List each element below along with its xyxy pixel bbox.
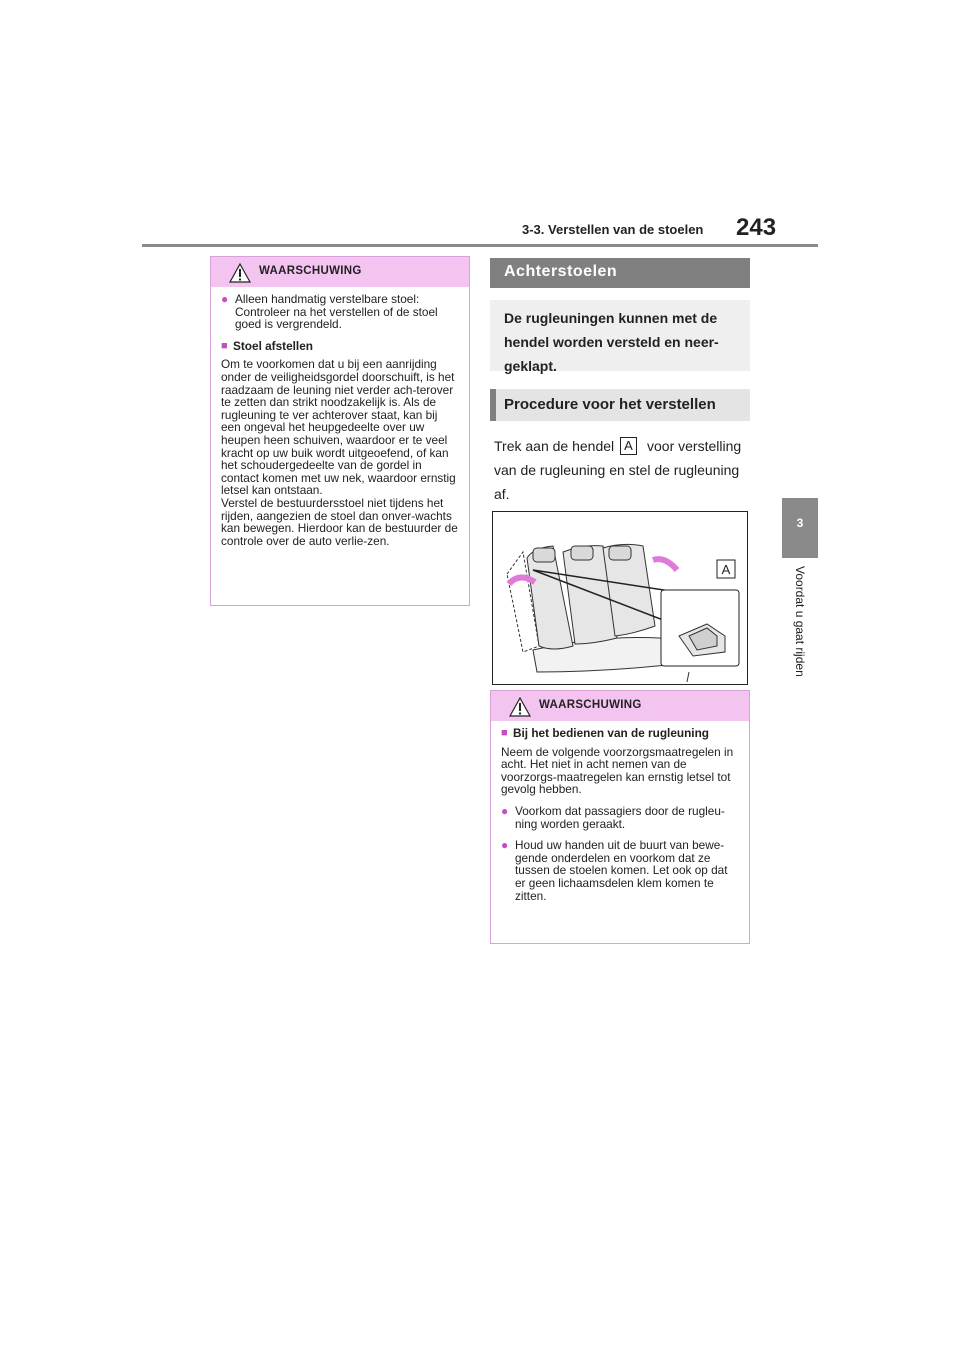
section-title-bar: Achterstoelen — [490, 258, 750, 288]
section-intro: De rugleuningen kunnen met de hendel worden versteld en neer-geklapt. — [490, 300, 750, 371]
callout-tag: A — [620, 437, 637, 455]
chapter-number: 3 — [796, 516, 804, 530]
procedure-text-start: Trek aan de hendel — [494, 438, 615, 454]
procedure-title: Procedure voor het verstellen — [490, 389, 750, 421]
rear-seat-illustration — [492, 511, 748, 685]
warning-paragraph: Om te voorkomen dat u bij een aanrijding onder de veiligheidsgordel doorschuift, is het raadzaam de leuning niet verder ach-terover te zetten dan strikt noodzakelijk is. Als de rugleuning te ver achterover staat, kan bij een ongeval het heupgedeelte over uw heupen heen schuiven, waardoor er te veel kracht op uw buik wordt uitgeoefend, of kan het schoudergedeelte van de gordel in contact komen met uw nek, waardoor ernstig letsel kan ontstaan. — [221, 357, 456, 498]
warning-paragraph-2: Neem de volgende voorzorgsmaatregelen in acht. Het niet in acht nemen van de voorzorgs-maatregelen kan ernstig letsel tot gevolg hebben. — [501, 744, 734, 797]
square-bullet-icon: ■ — [501, 727, 508, 739]
chapter-title-vertical — [782, 566, 818, 706]
bullet-dot-icon: ● — [501, 838, 509, 853]
procedure-text-end: voor verstelling van de rugleuning en stel de rugleuning af. — [494, 438, 742, 502]
warning-paragraph-2: Verstel de bestuurdersstoel niet tijdens het rijden, aangezien de stoel dan onver-wachts kan bewegen. Hierdoor kan de bestuurder de controle over de auto verlie-zen. — [221, 495, 458, 548]
warning-bullet-2a — [501, 805, 739, 830]
bullet-dot-icon: ● — [221, 292, 229, 306]
figure-callout: A — [721, 562, 731, 577]
bullet-text-2b: Houd uw handen uit de buurt van bewe-gende onderdelen en voorkom dat ze tussen de stoelen komen. Let ook op dat er geen lichaamsdelen klem komen te zitten. — [515, 838, 728, 903]
subheading-text: Stoel afstellen — [233, 338, 313, 353]
rear-seat-drawing — [493, 512, 747, 684]
warning-triangle-icon — [229, 263, 251, 283]
bullet-dot-icon: ● — [501, 803, 509, 818]
warning-bullet — [221, 293, 459, 331]
header-rule — [142, 244, 818, 247]
warning-triangle-icon — [509, 697, 531, 717]
section-heading: 3-3. Verstellen van de stoelen — [522, 222, 704, 237]
square-bullet-icon: ■ — [221, 339, 228, 352]
bullet-text-2a: Voorkom dat passagiers door de rugleu-ning worden geraakt. — [515, 803, 725, 831]
warning-box — [210, 256, 470, 606]
warning-bullet-2b — [501, 839, 739, 902]
subheading-text-2: Bij het bedienen van de rugleuning — [513, 726, 709, 740]
warning-box-2 — [490, 690, 750, 944]
warning-header-2 — [491, 691, 749, 721]
procedure-text — [494, 434, 756, 506]
warning-subheading-2 — [501, 727, 739, 740]
bullet-text: Alleen handmatig verstelbare stoel: Controleer na het verstellen of de stoel goed is vergrendeld. — [235, 292, 438, 332]
warning-label-2: WAARSCHUWING — [539, 699, 642, 711]
page-number: 243 — [736, 214, 777, 241]
warning-label: WAARSCHUWING — [259, 265, 362, 277]
chapter-title: Voordat u gaat rijden — [793, 566, 807, 677]
warning-header — [211, 257, 469, 287]
warning-subheading — [221, 340, 459, 353]
